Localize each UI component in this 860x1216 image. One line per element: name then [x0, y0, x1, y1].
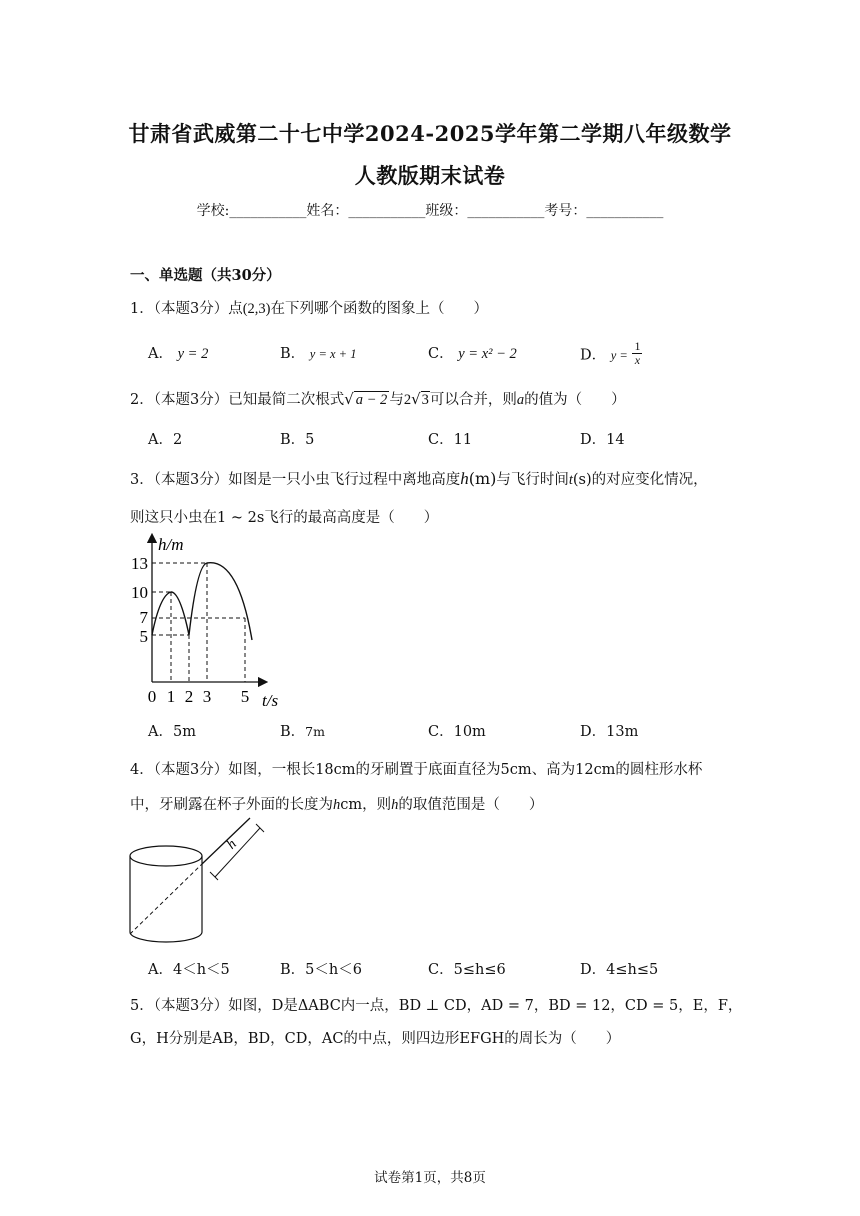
- q4-option-b[interactable]: B．5＜h＜6: [280, 962, 362, 978]
- page-footer: 试卷第1页，共8页: [374, 1170, 486, 1186]
- q4-option-c[interactable]: C．5≤h≤6: [428, 962, 506, 978]
- q3-option-d[interactable]: D．13m: [580, 724, 639, 740]
- q2-option-c[interactable]: C．11: [428, 432, 473, 448]
- q1-option-c[interactable]: C． y = x² − 2: [428, 346, 517, 362]
- question-2: 2．（本题3分）已知最简二次根式√ a − 2 与2√3可以合并，则a的值为（ ）: [130, 390, 626, 408]
- q4-option-d[interactable]: D．4≤h≤5: [580, 962, 659, 978]
- y-tick-7: 7: [139, 608, 148, 627]
- flight-curve: [152, 563, 252, 640]
- x-tick-5: 5: [240, 687, 250, 706]
- title-line-2: 人教版期末试卷: [354, 163, 506, 188]
- q3-option-c[interactable]: C．10m: [428, 724, 486, 740]
- y-axis-label: h/m: [158, 535, 184, 554]
- x-tick-3: 3: [202, 687, 212, 706]
- question-1: 1．（本题3分）点(2,3)在下列哪个函数的图象上（ ）: [130, 301, 488, 317]
- x-axis-label: t/s: [262, 691, 279, 710]
- cup-toothbrush-figure: [128, 812, 278, 952]
- y-tick-13: 13: [131, 554, 148, 573]
- x-tick-0: 0: [147, 687, 157, 706]
- toothbrush-inside: [130, 864, 202, 934]
- cup-top: [130, 846, 202, 866]
- q1-option-b[interactable]: B． y = x + 1: [280, 346, 357, 362]
- x-tick-1: 1: [166, 687, 176, 706]
- q1-option-d[interactable]: D． y = $\frac{1}{x}$: [580, 339, 641, 367]
- y-tick-5: 5: [139, 627, 148, 646]
- x-tick-2: 2: [184, 687, 194, 706]
- q2-option-d[interactable]: D．14: [580, 432, 625, 448]
- cup-h-label: h: [224, 836, 240, 853]
- question-3-line-1: 3．（本题3分）如图是一只小虫飞行过程中离地高度h(m)与飞行时间t(s)的对应变化情况，: [130, 469, 708, 488]
- q3-option-b[interactable]: B．7m: [280, 724, 325, 740]
- question-5-line-2: G，H分别是AB，BD，CD，AC的中点，则四边形EFGH的周长为（ ）: [130, 1031, 621, 1047]
- q4-option-a[interactable]: A．4＜h＜5: [148, 962, 230, 978]
- q3-option-a[interactable]: A．5m: [148, 724, 196, 740]
- y-tick-10: 10: [131, 583, 148, 602]
- title-line-1: 甘肃省武威第二十七中学2024-2025学年第二学期八年级数学: [128, 121, 732, 146]
- q2-option-a[interactable]: A．2: [148, 432, 183, 448]
- height-time-graph: [128, 530, 298, 710]
- question-4-line-2: 中，牙刷露在杯子外面的长度为hcm，则h的取值范围是（ ）: [130, 797, 544, 813]
- question-4-line-1: 4．（本题3分）如图，一根长18cm的牙刷置于底面直径为5cm、高为12cm的圆柱形水杯: [130, 762, 703, 778]
- question-5-line-1: 5．（本题3分）如图，D是ΔABC内一点，BD ⊥ CD，AD = 7，BD = 12，CD = 5，E，F，: [130, 998, 743, 1014]
- q1-option-a[interactable]: A． y = 2: [148, 346, 209, 362]
- question-3-line-2: 则这只小虫在1 ~ 2s飞行的最高高度是（ ）: [130, 510, 439, 526]
- info-fields: 学校:___________姓名：___________班级：___________考号：___________: [196, 203, 664, 219]
- q2-option-b[interactable]: B．5: [280, 432, 315, 448]
- section-heading: 一、单选题（共30分）: [130, 267, 281, 284]
- cup-bottom: [130, 932, 202, 942]
